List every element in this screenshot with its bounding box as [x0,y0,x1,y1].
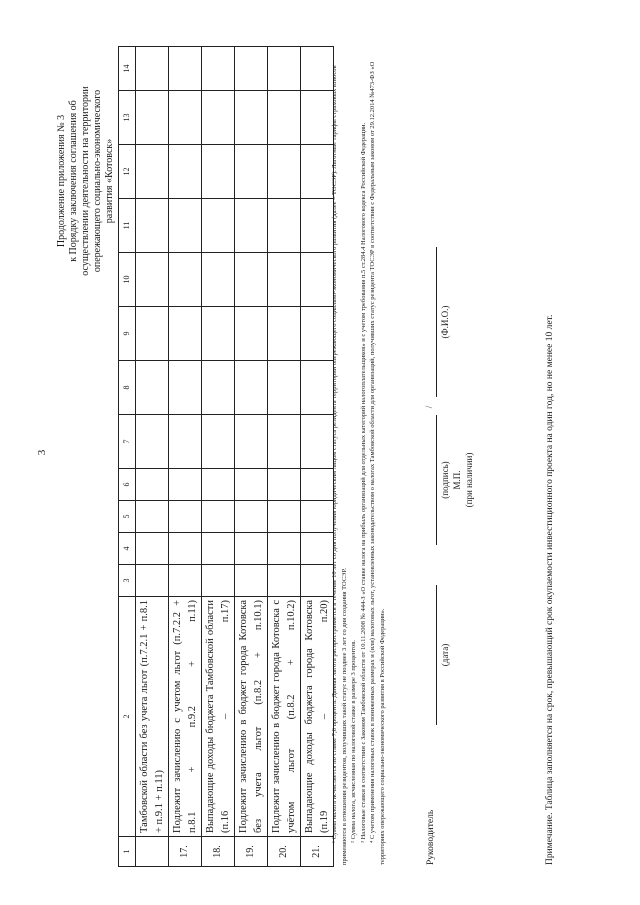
footnote: ¹ Сумма налога исчисляется по ставке 7,6 процента. Данная льгота распространяется в течение 10 лет со дня получения юридическим лицом статуса резидента территории опережающего социально-экономического развития (далее – ТОСЭР). Льготные тарифы страховых взносов применяются в отношении резидентов, получивших такой статус не позднее 3 лет со дня создания ТОСЭР. [331,65,348,865]
date-line [436,585,437,725]
table-row [301,47,334,867]
empty-cell [235,533,268,565]
footnote: ³ Налоговые ставки в соответствии с Законом Тамбовской области от 10.11.2008 № 444-З «О ставке налога на прибыль организаций для отдельных категорий налогоплательщиков» и с учетом требования п.5 ст.284.4 Налогового кодекса Российской Федерации. [359,122,367,843]
stamp-note: (при наличии) [464,452,474,508]
empty-cell [268,253,301,307]
empty-cell [268,307,301,361]
header-line: опережающего социально-экономического [92,89,103,273]
empty-cell [202,47,235,91]
empty-cell [301,533,334,565]
empty-cell [268,361,301,415]
empty-cell [235,91,268,145]
signature-caption: (подпись) [440,461,450,499]
empty-cell [202,565,235,597]
column-number: 13 [119,91,136,145]
empty-cell [301,253,334,307]
empty-cell [169,47,202,91]
row-number: 18. [202,837,235,867]
empty-cell [235,501,268,533]
empty-cell [268,47,301,91]
empty-cell [169,469,202,501]
empty-cell [301,565,334,597]
table-row [136,47,169,867]
column-number: 9 [119,307,136,361]
table-note: Примечание. Таблица заполняется на срок, превышающий срок окупаемости инвестиционного проекта на один год, но не менее 10 лет. [545,314,555,865]
stamp-caption: М.П. [452,470,462,490]
empty-cell [235,199,268,253]
empty-cell [301,145,334,199]
empty-cell [169,307,202,361]
empty-cell [202,253,235,307]
empty-cell [202,415,235,469]
income-table [118,46,334,867]
empty-cell [169,199,202,253]
empty-cell [136,199,169,253]
row-description: Тамбовской области без учета льгот (п.7.2.1 + п.8.1 + п.9.1 + п.11) [136,597,169,837]
empty-cell [202,469,235,501]
header-line: к Порядку заключения соглашения об [68,100,79,262]
empty-cell [169,501,202,533]
empty-cell [136,253,169,307]
empty-cell [169,253,202,307]
column-number: 1 [119,837,136,867]
table-row [235,47,268,867]
empty-cell [235,145,268,199]
empty-cell [301,91,334,145]
name-line [436,247,437,397]
empty-cell [202,361,235,415]
signature-separator: / [424,405,434,409]
row-description: Выпадающие доходы бюджета Тамбовской области (п.16 – п.17) [202,597,235,837]
column-number: 5 [119,501,136,533]
header-line: Продолжение приложения № 3 [56,114,67,248]
row-description: Подлежит зачислению в бюджет города Котовска с учётом льгот (п.8.2 + п.10.2) [268,597,301,837]
column-number: 4 [119,533,136,565]
empty-cell [268,533,301,565]
row-number: 19. [235,837,268,867]
empty-cell [202,307,235,361]
empty-cell [136,307,169,361]
column-number: 12 [119,145,136,199]
column-number: 10 [119,253,136,307]
empty-cell [268,415,301,469]
empty-cell [235,47,268,91]
empty-cell [136,415,169,469]
empty-cell [202,501,235,533]
appendix-header [56,36,116,326]
empty-cell [268,501,301,533]
empty-cell [202,91,235,145]
row-number [136,837,169,867]
empty-cell [268,565,301,597]
row-description: Выпадающие доходы бюджета города Котовска (п.19 – п.20) [301,597,334,837]
row-number: 21. [301,837,334,867]
signature-line [436,415,437,545]
column-number: 14 [119,47,136,91]
empty-cell [202,533,235,565]
empty-cell [169,565,202,597]
empty-cell [235,307,268,361]
empty-cell [268,199,301,253]
row-number: 20. [268,837,301,867]
empty-cell [169,91,202,145]
empty-cell [136,565,169,597]
empty-cell [268,145,301,199]
footnotes [330,50,387,865]
empty-cell [301,307,334,361]
page-number: 3 [36,449,48,456]
empty-cell [235,253,268,307]
empty-cell [136,469,169,501]
empty-cell [136,361,169,415]
empty-cell [235,565,268,597]
column-number-row [119,47,136,867]
empty-cell [169,415,202,469]
empty-cell [235,469,268,501]
signatory-label: Руководитель [426,809,436,865]
row-description: Подлежит зачислению с учетом льгот (п.7.2.2 + п.8.1 + п.9.2 + п.11) [169,597,202,837]
empty-cell [136,145,169,199]
column-number: 8 [119,361,136,415]
empty-cell [136,91,169,145]
signature-block [410,165,490,865]
empty-cell [268,469,301,501]
empty-cell [136,501,169,533]
empty-cell [235,361,268,415]
empty-cell [301,361,334,415]
empty-cell [268,91,301,145]
footnote: ⁴ С учетом применения налоговых ставок в пониженных размерах и (или) налоговых льгот, установленных законодательством о налогах Тамбовской области для организаций, получивших статус резидента ТОСЭР в соответствии с Федеральным законом от 29.12.2014 №473-ФЗ «О территориях опережающего социально-экономического развития в Российской Федерации». [369,61,386,865]
column-number: 3 [119,565,136,597]
header-line: развития «Котовск» [104,138,115,224]
empty-cell [169,145,202,199]
empty-cell [301,469,334,501]
column-number: 2 [119,597,136,837]
row-description: Подлежит зачислению в бюджет города Котовска без учета льгот (п.8.2 + п.10.1) [235,597,268,837]
date-caption: (дата) [440,643,450,667]
empty-cell [301,415,334,469]
row-number: 17. [169,837,202,867]
empty-cell [169,533,202,565]
empty-cell [301,47,334,91]
empty-cell [301,199,334,253]
name-caption: (Ф.И.О.) [440,305,450,339]
column-number: 7 [119,415,136,469]
column-number: 6 [119,469,136,501]
column-number: 11 [119,199,136,253]
header-line: осуществлении деятельности на территории [80,86,91,276]
empty-cell [235,415,268,469]
empty-cell [169,361,202,415]
empty-cell [202,199,235,253]
footnote: ² Сумма налога, исчисленная по налоговой ставке в размере 3 процентов. [350,640,357,843]
empty-cell [136,47,169,91]
table-row [169,47,202,867]
table-row [202,47,235,867]
empty-cell [301,501,334,533]
empty-cell [136,533,169,565]
empty-cell [202,145,235,199]
table-row [268,47,301,867]
